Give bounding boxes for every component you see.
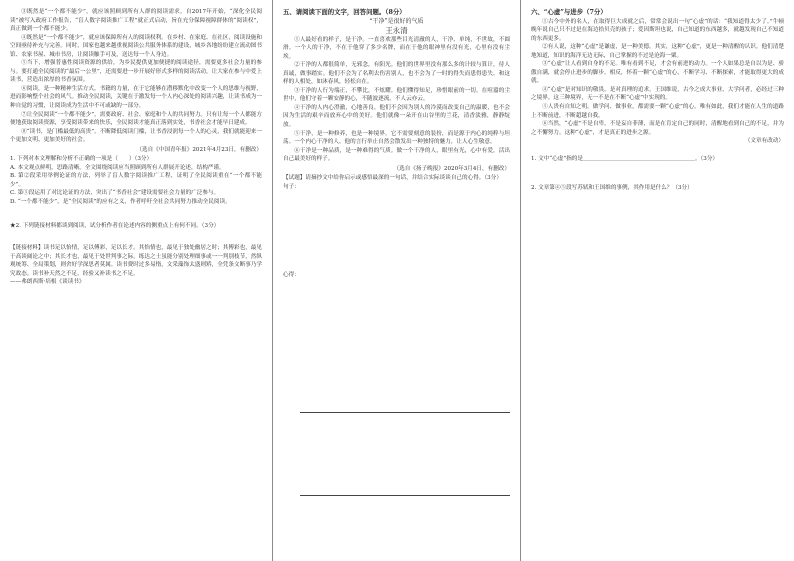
- paragraph: ⑥当然，“心虚”不是自卑，不是妄自菲薄，而是在肯定自己的同时，清醒地看到自己的不足，并为之不懈努力。这种“心虚”，才是真正的进步之源。: [531, 121, 784, 136]
- paragraph: ⑥阅读，是一种精神生活方式。书籍的力量，在于它能够在潜移默化中改变一个人的思维与视野，进而影响整个社会的风气。推动全民阅读，关键在于激发每一个人内心深处的阅读兴趣，让读书成为一种自觉的习惯，让阅读成为生活中不可或缺的一部分。: [10, 85, 262, 110]
- section-heading: 五、请阅读下面的文字，回答问题。（8分）: [283, 8, 406, 16]
- paragraph: ②有人说，这种“心虚”是谦虚，是一种美德。其实，这种“心虚”，更是一种清醒的认识。他们清楚地知道，知识的海洋无边无际，自己掌握的不过是沧海一粟。: [531, 44, 784, 59]
- paragraph: ②干净的人都很简单，无邪念，有阳光。他们的世界里没有那么多的计较与算计，待人真诚，做事踏实。他们不会为了名利去伤害别人，也不会为了一时的得失而患得患失。和这样的人相处，如沐春风，轻松自在。: [283, 62, 510, 86]
- answer-line[interactable]: [300, 495, 510, 496]
- paragraph: ⑤干净，是一种修养，也是一种境界。它不需要刻意的装扮，而是源于内心的纯粹与坦荡。一个内心干净的人，他的言行举止自然会散发出一种独特的魅力，让人心生敬意。: [283, 130, 510, 146]
- column-2: [272, 0, 520, 561]
- link-source: ——弗朗西斯·培根《谈读书》: [10, 279, 85, 286]
- section-heading: 六、“心虚”与进步（7分）: [531, 8, 607, 16]
- question-2: ★2. 下列链接材料都谈到阅读，试分析作者在论述内容的侧重点上有何不同。（3分）: [10, 222, 220, 229]
- link-text: 读书足以怡情，足以傅彩，足以长才。其怡情也，最见于独处幽居之时；其傅彩也，最见于高谈阔论之中；其长才也，最见于处世判事之际。练达之士虽能分别处理细事或一一判别枝节，然纵观统筹、全局策划，则舍好学深思者莫属。读书费时过多易惰，文采藻饰太盛则矫，全凭条文断事乃学究故态。读书补天然之不足，经验又补读书之不足。: [10, 245, 262, 277]
- paragraph: ①古今中外的名人，在取得巨大成就之后，常常会说出一句“心虚”的话：“我知道得太少了。”牛顿晚年说自己只不过是在海边拾贝壳的孩子；爱因斯坦也说，自己知道的东西越多，就越发现自己不知道的东西更多。: [531, 18, 784, 42]
- link-material: [10, 244, 262, 278]
- article-title: “干净”是很好的气质: [369, 17, 424, 25]
- paragraph: ③干净的人行为端正，不攀比，不炫耀。他们懂得知足，珍惜眼前的一切。在喧嚣的尘世中，他们守着一颗安静的心，不随波逐流，不人云亦云。: [283, 87, 510, 103]
- question-2: 2. 文章第④⑤段写苏轼和王国维的事例，其作用是什么？（3分）: [531, 185, 693, 192]
- paragraph: ⑤当下，增强普惠性阅读资源的供给，为乡民提供更加便捷的阅读途径，需要更多社会力量的参与。要打通全民阅读的“最后一公里”，还需要进一步开展好形式多样的阅读活动，让大家在参与中爱上读书，营造出浓厚的书香氛围。: [10, 60, 262, 84]
- option-d: D. “一个都不能少”，是“全民阅读”的应有之义，作者呼吁全社会共同努力推动全民阅读。: [10, 199, 231, 206]
- paragraph: ⑦让全民阅读“一个都不能少”，需要政府、社会、家庭和个人的共同努力。只有让每一个人都能方便地获取阅读资源，享受阅读带来的快乐，全民阅读才能真正落到实处，书香社会才能早日建成。: [10, 111, 262, 127]
- link-label: 【链接材料】: [10, 245, 44, 252]
- paragraph: ④既然是“一个都不能少”，就应该保障所有人的阅读权利。在乡村、在家庭、在社区，阅读设施和空间亟待补充与完善。同时，国家也越来越重视阅读公共服务体系的建设，城乡各地纷纷建立流动图书馆、农家书屋、城市书房，让阅读触手可及，送达每一个人身边。: [10, 34, 262, 58]
- option-a: A. 本文观点鲜明，思路清晰，全文围绕阅读应当照顾到所有人群展开论述，结构严谨。: [10, 164, 225, 171]
- answer-heart-label: 心得：: [283, 272, 300, 279]
- paragraph: ⑧“读书，是门槛最低的高贵”。不断降低阅读门槛，让书香浸润每一个人的心灵，我们就能迎来一个更加文明、更加美好的社会。: [10, 128, 262, 144]
- paragraph: ③既然是“一个都不能少”，就应该照顾到所有人群的阅读需求。自2017年开始，“深化全民阅读”被写入政府工作报告，“盲人数字阅读推广工程”就正式启动，旨在充分保障视障群体的“阅读权”，真正做到一个都不能少。: [10, 9, 262, 33]
- paragraph: ⑥干净是一种品质，是一种难得的气质。做一个干净的人，眼里有光，心中有爱，活出自己最美好的样子。: [283, 147, 510, 163]
- option-b: B. 第②段采用举例论证的方法，列举了盲人数字阅读推广工程，证明了全民阅读重在“一个都不能少”。: [10, 173, 262, 188]
- question-1: 1. 文中“心虚”指的是＿＿＿＿＿＿＿＿＿＿＿＿＿＿＿＿＿＿＿＿。（3分）: [531, 155, 719, 162]
- article-source: （选自《中国青年报》2021年4月23日，有删改）: [136, 146, 262, 153]
- paragraph: ④干净的人内心澄澈，心地善良。他们不会因为别人的冷漠而改变自己的温暖，也不会因为生活的艰辛而放弃心中的美好。他们就像一朵开在山谷里的兰花，清香淡雅，静静绽放。: [283, 104, 510, 129]
- paragraph: ⑤人贵有自知之明。做学问、做事业，都需要一颗“心虚”的心。唯有如此，我们才能在人生的道路上不断前进，不断超越自我。: [531, 104, 784, 119]
- paragraph: ④“心虚”是对知识的敬畏，是对真理的追求。王国维说，古今之成大事业、大学问者，必经过三种之境界。这三种境界，无一不是在不断“心虚”中实现的。: [531, 86, 784, 102]
- column-3: [520, 0, 794, 561]
- question-1: 1. 下列对本文理解和分析不正确的一项是（ ）（3分）: [10, 156, 153, 163]
- answer-line[interactable]: [300, 412, 510, 413]
- question: 【试题】请摘抄文中给你启示或感悟最深的一句话，并结合实际谈谈自己的心得。（3分）: [283, 175, 502, 182]
- article-source: （选自《扬子晚报》2020年3月4日，有删改）: [393, 165, 510, 172]
- option-c: C. 第⑤段运用了对比论证的方法，突出了“书香社会”建设需要社会力量的广泛参与。: [10, 190, 220, 197]
- answer-sentence-label: 句子：: [283, 183, 300, 190]
- column-1: [0, 0, 272, 561]
- article-source: （文章有改动）: [744, 138, 784, 145]
- paragraph: ③“心虚”让人看到自身的不足。唯有看到不足，才会有前进的动力。一个人如果总是自以为是、骄傲自满，就会停止进步的脚步。相反，怀着一颗“心虚”的心，不断学习、不断探索，才能取得更大的成就。: [531, 61, 784, 85]
- paragraph: ①人最好看的样子，是干净。一直喜欢那些目光清澈的人，干净、单纯，不世故，不圆滑。一个人的干净，不在于他穿了多少名牌，而在于他的眼神里有没有光，心里有没有尘埃。: [283, 36, 510, 60]
- article-author: 王永清: [385, 25, 408, 35]
